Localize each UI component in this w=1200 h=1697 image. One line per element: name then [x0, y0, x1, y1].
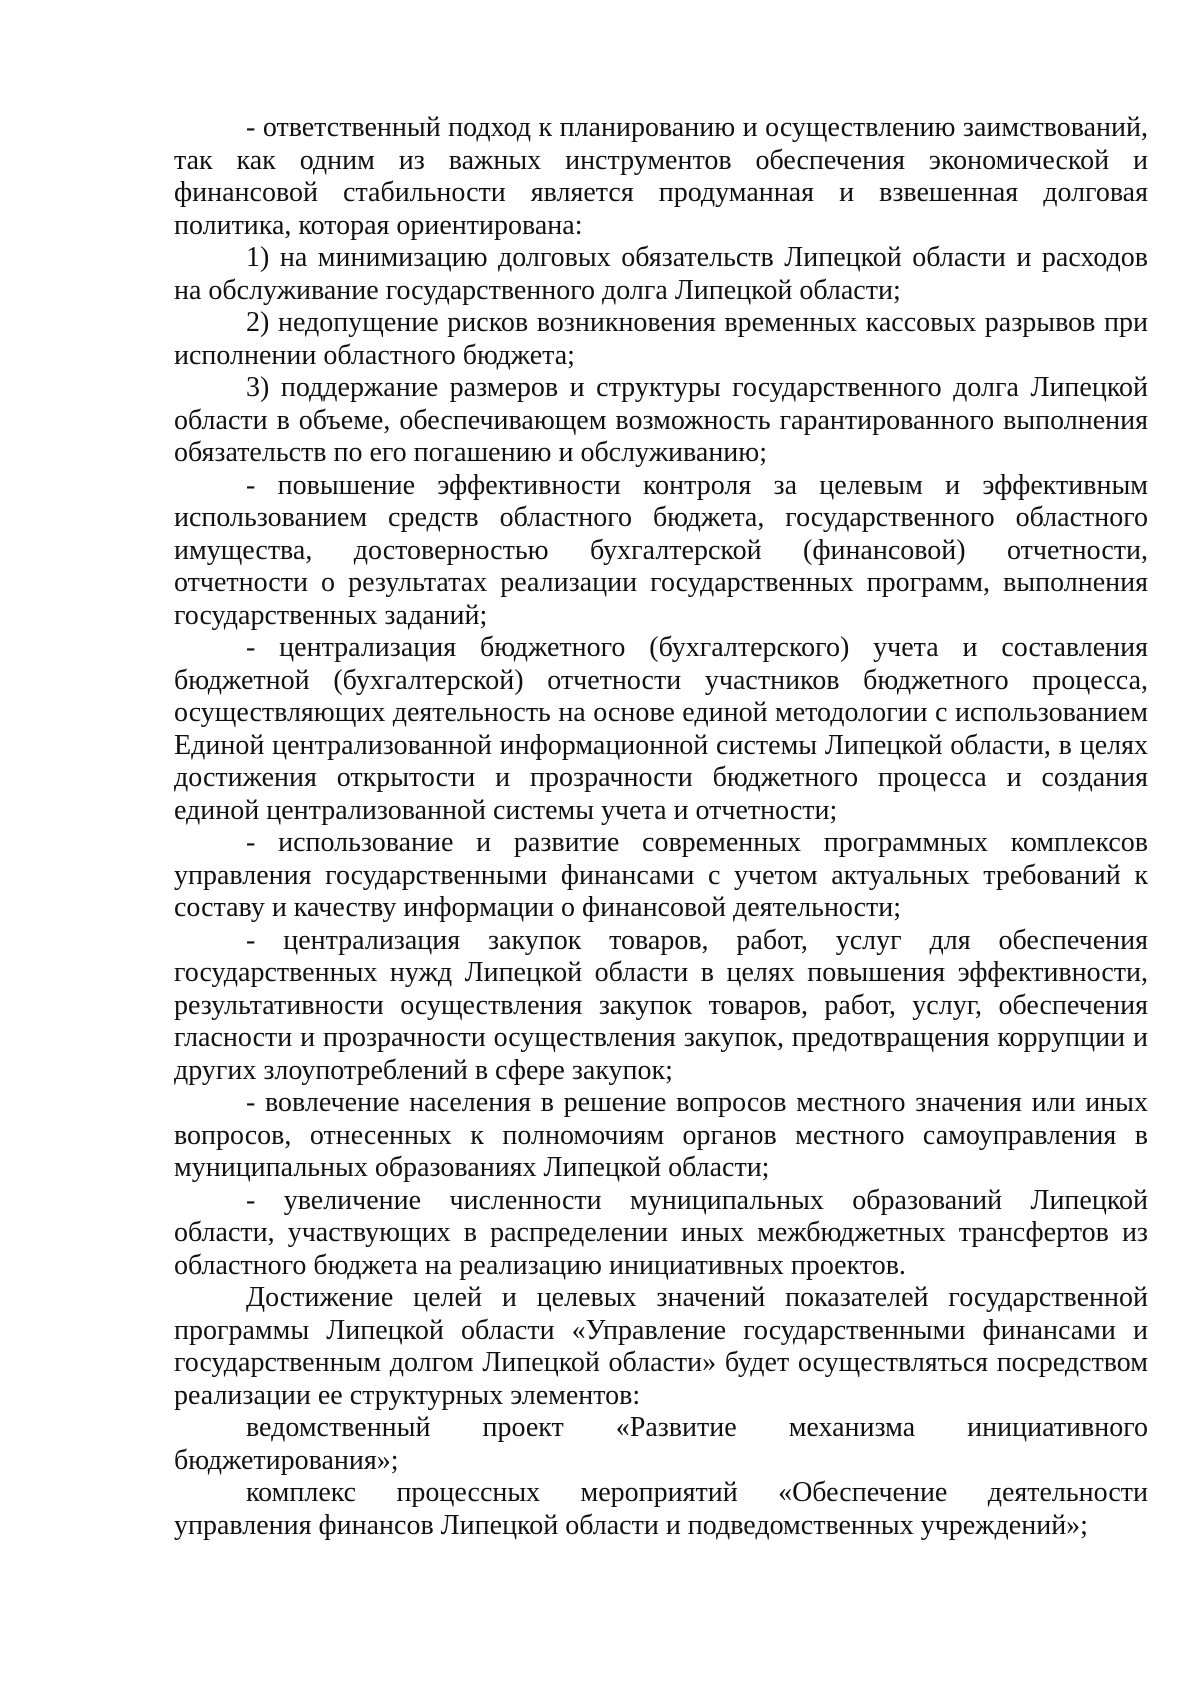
- paragraph-municipalities-increase: - увеличение численности муниципальных образований Липецкой области, участвующих в распределении иных межбюджетных трансфертов из областного бюджета на реализацию инициативных проектов.: [174, 1184, 1148, 1281]
- paragraph-process-complex: комплекс процессных мероприятий «Обеспечение деятельности управления финансов Липецкой области и подведомственных учреждений»;: [174, 1477, 1148, 1541]
- paragraph-software-complexes: - использование и развитие современных программных комплексов управления государственными финансами с учетом актуальных требований к составу и качеству информации о финансовой деятельности;: [174, 827, 1148, 923]
- paragraph-item-2: 2) недопущение рисков возникновения временных кассовых разрывов при исполнении областного бюджета;: [174, 307, 1148, 371]
- paragraph-accounting-centralization: - централизация бюджетного (бухгалтерского) учета и составления бюджетной (бухгалтерской) отчетности участников бюджетного процесса, осуществляющих деятельность на основе единой методологии с использованием Единой централизованной информационной системы Липецкой области, в целях достижения открытости и прозрачности бюджетного процесса и создания единой централизованной системы учета и отчетности;: [174, 632, 1148, 826]
- document-page: [174, 112, 1148, 1542]
- paragraph-departmental-project: ведомственный проект «Развитие механизма инициативного бюджетирования»;: [174, 1412, 1148, 1476]
- paragraph-goals-achievement: Достижение целей и целевых значений показателей государственной программы Липецкой области «Управление государственными финансами и государственным долгом Липецкой области» будет осуществляться посредством реализации ее структурных элементов:: [174, 1282, 1148, 1411]
- paragraph-item-3: 3) поддержание размеров и структуры государственного долга Липецкой области в объеме, обеспечивающем возможность гарантированного выполнения обязательств по его погашению и обслуживанию;: [174, 372, 1148, 468]
- paragraph-item-1: 1) на минимизацию долговых обязательств Липецкой области и расходов на обслуживание государственного долга Липецкой области;: [174, 242, 1148, 306]
- paragraph-population-involvement: - вовлечение населения в решение вопросов местного значения или иных вопросов, отнесенных к полномочиям органов местного самоуправления в муниципальных образованиях Липецкой области;: [174, 1087, 1148, 1183]
- paragraph-procurement-centralization: - централизация закупок товаров, работ, услуг для обеспечения государственных нужд Липецкой области в целях повышения эффективности, результативности осуществления закупок товаров, работ, услуг, обеспечения гласности и прозрачности осуществления закупок, предотвращения коррупции и других злоупотреблений в сфере закупок;: [174, 924, 1148, 1086]
- paragraph-borrowing-policy: - ответственный подход к планированию и осуществлению заимствований, так как одним из важных инструментов обеспечения экономической и финансовой стабильности является продуманная и взвешенная долговая политика, которая ориентирована:: [174, 112, 1148, 241]
- paragraph-control-efficiency: - повышение эффективности контроля за целевым и эффективным использованием средств областного бюджета, государственного областного имущества, достоверностью бухгалтерской (финансовой) отчетности, отчетности о результатах реализации государственных программ, выполнения государственных заданий;: [174, 469, 1148, 631]
